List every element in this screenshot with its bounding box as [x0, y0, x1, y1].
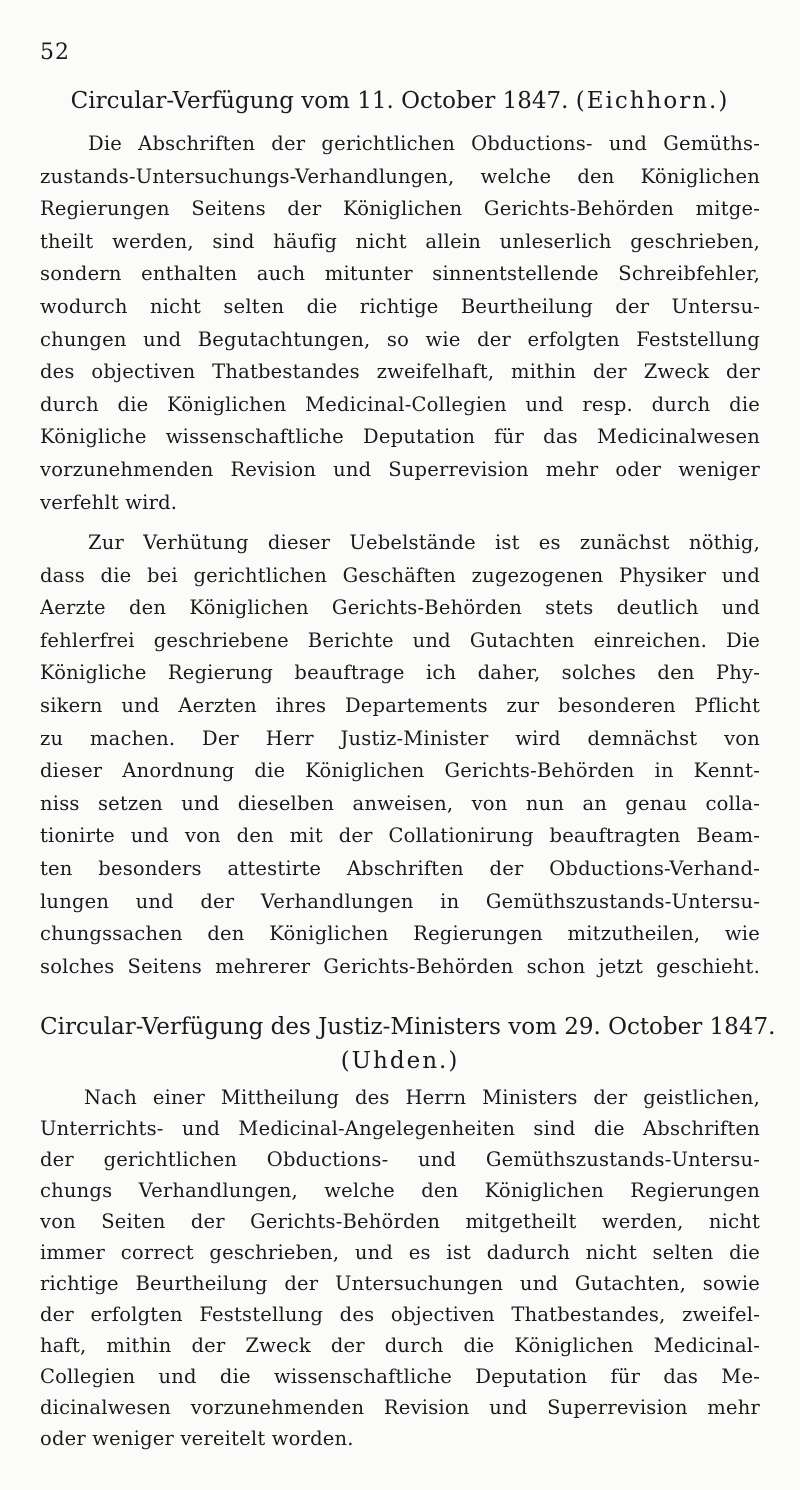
text-line: niss setzen und dieselben anweisen, von nun an genau colla- [40, 791, 760, 815]
text-line: sondern enthalten auch mitunter sinnentstellende Schreibfehler, [40, 262, 760, 286]
text-line: immer correct geschrieben, und es ist dadurch nicht selten die [40, 1241, 760, 1264]
section2-heading-author: (Uhden.) [340, 1048, 460, 1074]
text-line: Königliche Regierung beauftrage ich daher, solches den Phy- [40, 661, 760, 685]
text-line: oder weniger vereitelt worden. [40, 1427, 354, 1450]
section1-paragraph-2 [40, 527, 760, 983]
text-line: haft, mithin der Zweck der durch die Königlichen Medicinal- [40, 1334, 760, 1357]
text-line: ten besonders attestirte Abschriften der Obductions-Verhand- [40, 856, 760, 880]
text-line: Aerzte den Königlichen Gerichts-Behörden stets deutlich und [40, 596, 760, 620]
text-line: zu machen. Der Herr Justiz-Minister wird demnächst von [40, 726, 760, 750]
section1-heading-author: (Eichhorn.) [575, 88, 730, 114]
text-line: durch die Königlichen Medicinal-Collegien und resp. durch die [40, 392, 760, 416]
text-line: Königliche wissenschaftliche Deputation für das Medicinalwesen [40, 425, 760, 449]
text-line: lungen und der Verhandlungen in Gemüthszustands-Untersu- [40, 889, 760, 913]
text-line: Regierungen Seitens der Königlichen Gerichts-Behörden mitge- [40, 197, 760, 221]
text-line: von Seiten der Gerichts-Behörden mitgetheilt werden, nicht [40, 1210, 760, 1233]
text-line: chungssachen den Königlichen Regierungen mitzutheilen, wie [40, 922, 760, 946]
text-line: Zur Verhütung dieser Uebelstände ist es zunächst nöthig, [88, 531, 760, 554]
text-line: zustands-Untersuchungs-Verhandlungen, welche den Königlichen [40, 164, 760, 188]
text-line: sikern und Aerzten ihres Departements zur besonderen Pflicht [40, 693, 760, 717]
text-line: chungs Verhandlungen, welche den Königlichen Regierungen [40, 1179, 760, 1202]
section1-heading [40, 86, 760, 116]
text-line: Nach einer Mittheilung des Herrn Ministers der geistlichen, [84, 1086, 760, 1109]
text-line: richtige Beurtheilung der Untersuchungen und Gutachten, sowie [40, 1272, 760, 1295]
text-line: der gerichtlichen Obductions- und Gemüthszustands-Untersu- [40, 1148, 760, 1171]
text-line: dicinalwesen vorzunehmenden Revision und Superrevision mehr [40, 1396, 760, 1419]
text-line: des objectiven Thatbestandes zweifelhaft, mithin der Zweck der [40, 360, 760, 384]
text-line: fehlerfrei geschriebene Berichte und Gutachten einreichen. Die [40, 628, 760, 652]
section2-paragraph-1 [40, 1082, 760, 1454]
text-line: solches Seitens mehrerer Gerichts-Behörden schon jetzt geschieht. [40, 954, 760, 978]
text-line: Unterrichts- und Medicinal-Angelegenheiten sind die Abschriften [40, 1117, 760, 1140]
text-line: dass die bei gerichtlichen Geschäften zugezogenen Physiker und [40, 563, 760, 587]
text-line: tionirte und von den mit der Collationirung beauftragten Beam- [40, 824, 760, 848]
section1-paragraph-1 [40, 128, 760, 519]
text-line: der erfolgten Feststellung des objectiven Thatbestandes, zweifel- [40, 1303, 760, 1326]
text-line: chungen und Begutachtungen, so wie der erfolgten Feststellung [40, 327, 760, 351]
text-line: Die Abschriften der gerichtlichen Obductions- und Gemüths- [88, 132, 760, 155]
text-line: dieser Anordnung die Königlichen Gerichts-Behörden in Kennt- [40, 759, 760, 783]
text-line: wodurch nicht selten die richtige Beurtheilung der Untersu- [40, 294, 760, 318]
text-line: theilt werden, sind häufig nicht allein unleserlich geschrieben, [40, 229, 760, 253]
text-line: Collegien und die wissenschaftliche Deputation für das Me- [40, 1365, 760, 1388]
section2-heading: Circular-Verfügung des Justiz-Ministers vom 29. October 1847. [40, 1014, 776, 1040]
text-line: verfehlt wird. [40, 490, 178, 514]
page-number: 52 [40, 40, 70, 65]
section1-heading-title: Circular-Verfügung vom 11. October 1847. [70, 88, 569, 114]
text-line: vorzunehmenden Revision und Superrevision mehr oder weniger [40, 457, 760, 481]
